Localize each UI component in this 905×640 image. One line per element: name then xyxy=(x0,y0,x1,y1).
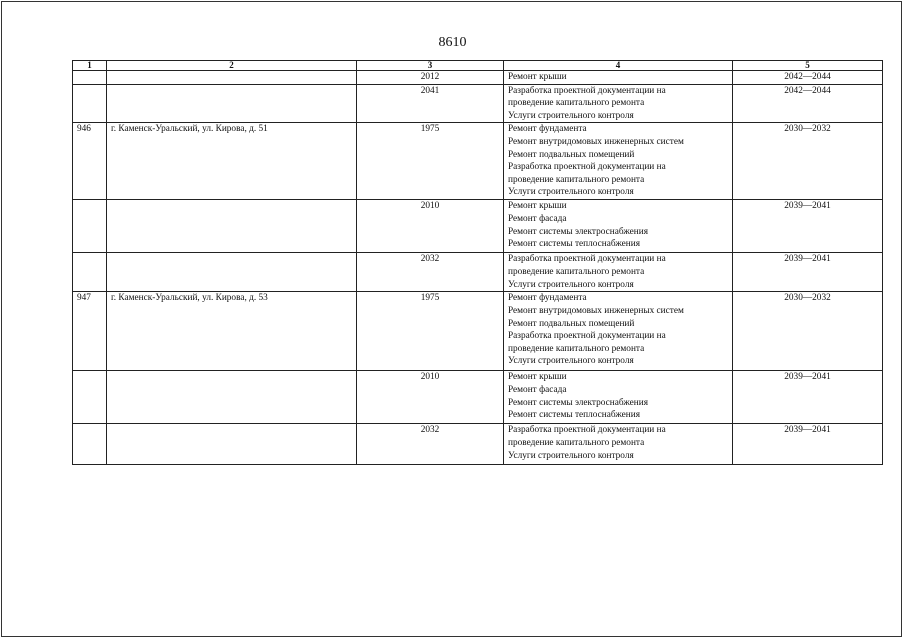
column-header-5: 5 xyxy=(733,61,883,71)
column-header-4: 4 xyxy=(504,61,733,71)
address-cell xyxy=(107,71,357,85)
works-cell: Разработка проектной документации на проведение капитального ремонта Услуги строительного контроля xyxy=(504,253,733,292)
period-cell: 2039—2041 xyxy=(733,371,883,424)
works-cell: Разработка проектной документации на проведение капитального ремонта Услуги строительного контроля xyxy=(504,84,733,123)
column-header-1: 1 xyxy=(73,61,107,71)
table-row xyxy=(73,292,883,371)
row-number-cell xyxy=(73,84,107,123)
row-number-cell xyxy=(73,424,107,465)
table-row xyxy=(73,71,883,85)
table-row xyxy=(73,253,883,292)
row-number-cell: 946 xyxy=(73,123,107,200)
address-cell: г. Каменск-Уральский, ул. Кирова, д. 53 xyxy=(107,292,357,371)
table-row xyxy=(73,200,883,253)
table-row xyxy=(73,123,883,200)
address-cell: г. Каменск-Уральский, ул. Кирова, д. 51 xyxy=(107,123,357,200)
period-cell: 2030—2032 xyxy=(733,292,883,371)
works-cell: Ремонт крыши Ремонт фасада Ремонт системы электроснабжения Ремонт системы теплоснабжения xyxy=(504,371,733,424)
page-number: 8610 xyxy=(438,35,467,50)
year-cell: 1975 xyxy=(357,123,504,200)
year-cell: 2010 xyxy=(357,371,504,424)
works-cell: Разработка проектной документации на проведение капитального ремонта Услуги строительного контроля xyxy=(504,424,733,465)
address-cell xyxy=(107,424,357,465)
works-cell: Ремонт крыши xyxy=(504,71,733,85)
row-number-cell xyxy=(73,371,107,424)
period-cell: 2039—2041 xyxy=(733,424,883,465)
row-number-cell xyxy=(73,253,107,292)
table-row xyxy=(73,371,883,424)
year-cell: 2012 xyxy=(357,71,504,85)
year-cell: 1975 xyxy=(357,292,504,371)
address-cell xyxy=(107,253,357,292)
works-cell: Ремонт фундамента Ремонт внутридомовых инженерных систем Ремонт подвальных помещений Разработка проектной документации на проведение капитального ремонта Услуги строительного контроля xyxy=(504,292,733,371)
header-row xyxy=(73,61,883,71)
address-cell xyxy=(107,84,357,123)
works-cell: Ремонт фундамента Ремонт внутридомовых инженерных систем Ремонт подвальных помещений Разработка проектной документации на проведение капитального ремонта Услуги строительного контроля xyxy=(504,123,733,200)
table-row xyxy=(73,84,883,123)
period-cell: 2030—2032 xyxy=(733,123,883,200)
capital-repair-table xyxy=(72,60,883,465)
year-cell: 2010 xyxy=(357,200,504,253)
period-cell: 2042—2044 xyxy=(733,71,883,85)
address-cell xyxy=(107,371,357,424)
row-number-cell xyxy=(73,200,107,253)
year-cell: 2041 xyxy=(357,84,504,123)
row-number-cell xyxy=(73,71,107,85)
period-cell: 2042—2044 xyxy=(733,84,883,123)
year-cell: 2032 xyxy=(357,424,504,465)
address-cell xyxy=(107,200,357,253)
row-number-cell: 947 xyxy=(73,292,107,371)
column-header-3: 3 xyxy=(357,61,504,71)
column-header-2: 2 xyxy=(107,61,357,71)
year-cell: 2032 xyxy=(357,253,504,292)
period-cell: 2039—2041 xyxy=(733,253,883,292)
table-row xyxy=(73,424,883,465)
period-cell: 2039—2041 xyxy=(733,200,883,253)
works-cell: Ремонт крыши Ремонт фасада Ремонт системы электроснабжения Ремонт системы теплоснабжения xyxy=(504,200,733,253)
